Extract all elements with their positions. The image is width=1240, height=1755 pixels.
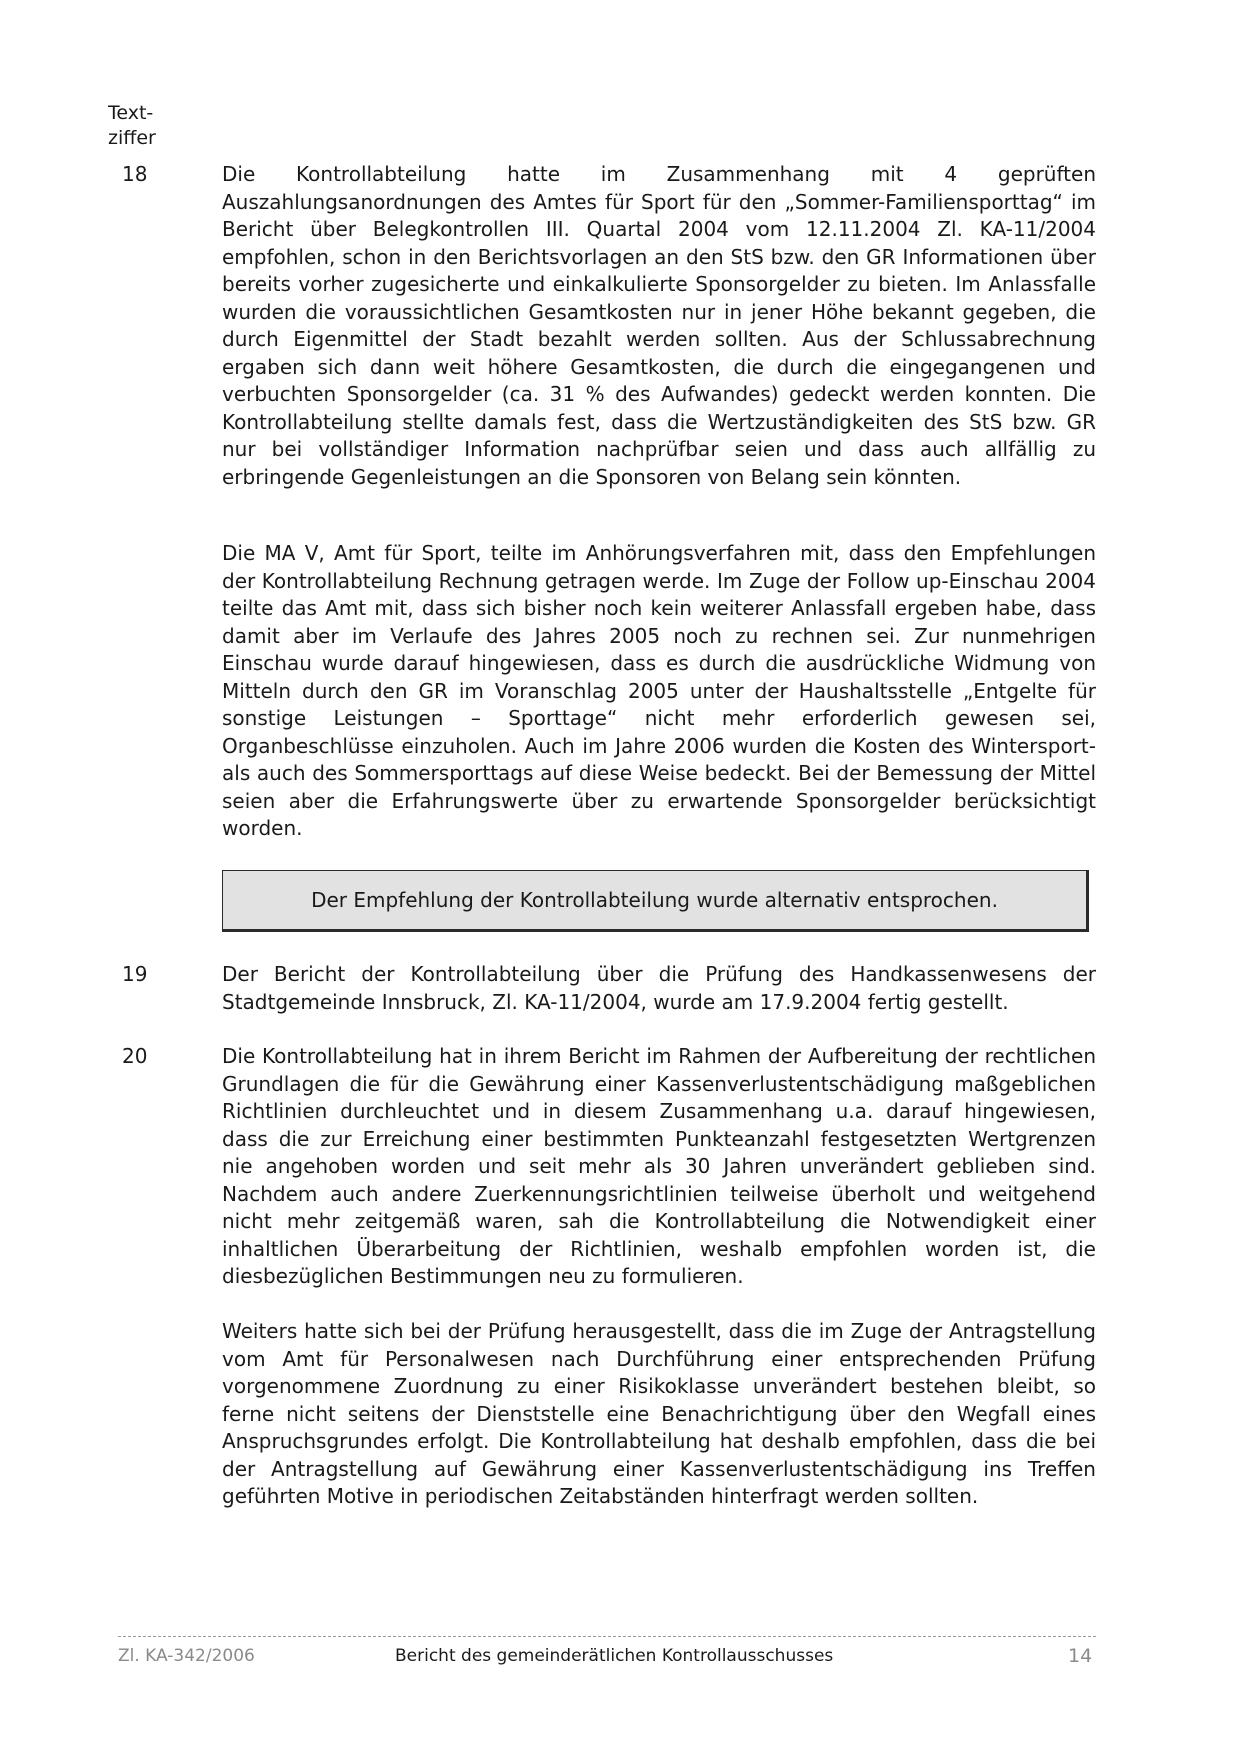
section-number: 19	[122, 962, 148, 986]
section-number: 20	[122, 1044, 148, 1068]
result-box-text: Der Empfehlung der Kontrollabteilung wurde alternativ entsprochen.	[311, 888, 998, 912]
paragraph-text: Die MA V, Amt für Sport, teilte im Anhörungsverfahren mit, dass den Empfehlungen der Kontrollabteilung Rechnung getragen werde. Im Zuge der Follow up-Einschau 2004 teilte das Amt mit, dass sich bisher noch kein weiterer Anlassfall ergeben habe, dass damit aber im Verlaufe des Jahres 2005 noch zu rechnen sei. Zur nunmehrigen Einschau wurde darauf hingewiesen, dass es durch die ausdrückliche Widmung von Mitteln durch den GR im Voranschlag 2005 unter der Haushaltsstelle „Entgelte für sonstige Leistungen – Sporttage“ nicht mehr erforderlich gewesen sei, Organbeschlüsse einzuholen. Auch im Jahre 2006 wurden die Kosten des Wintersport- als auch des Sommersporttags auf diese Weise bedeckt. Bei der Bemessung der Mittel seien aber die Erfahrungswerte über zu erwartende Sponsorgelder berücksichtigt worden.	[222, 541, 1096, 840]
section-paragraph	[222, 1318, 1096, 1511]
paragraph-text: Der Bericht der Kontrollabteilung über die Prüfung des Handkassenwesens der Stadtgemeinde Innsbruck, Zl. KA-11/2004, wurde am 17.9.2004 fertig gestellt.	[222, 962, 1096, 1014]
section-paragraph	[222, 540, 1096, 843]
section-paragraph	[222, 1043, 1096, 1291]
footer-divider	[118, 1636, 1096, 1637]
paragraph-text: Weiters hatte sich bei der Prüfung herausgestellt, dass die im Zuge der Antragstellung vom Amt für Personalwesen nach Durchführung einer entsprechenden Prüfung vorgenommene Zuordnung zu einer Risikoklasse unverändert bestehen bleibt, so ferne nicht seitens der Dienststelle eine Benachrichtigung über den Wegfall eines Anspruchsgrundes erfolgt. Die Kontrollabteilung hat deshalb empfohlen, dass die bei der Antragstellung auf Gewährung einer Kassenverlustentschädigung ins Treffen geführten Motive in periodischen Zeitabständen hinterfragt werden sollten.	[222, 1319, 1096, 1508]
paragraph-text: Die Kontrollabteilung hat in ihrem Bericht im Rahmen der Aufbereitung der rechtlichen Grundlagen die für die Gewährung einer Kassenverlustentschädigung maßgeblichen Richtlinien durchleuchtet und in diesem Zusammenhang u.a. darauf hingewiesen, dass die zur Erreichung einer bestimmten Punkteanzahl festgesetzten Wertgrenzen nie angehoben worden und seit mehr als 30 Jahren unverändert geblieben sind. Nachdem auch andere Zuerkennungsrichtlinien teilweise überholt und weitgehend nicht mehr zeitgemäß waren, sah die Kontrollabteilung die Notwendigkeit einer inhaltlichen Überarbeitung der Richtlinien, weshalb empfohlen worden ist, die diesbezüglichen Bestimmungen neu zu formulieren.	[222, 1044, 1096, 1288]
footer-title: Bericht des gemeinderätlichen Kontrollausschusses	[395, 1646, 834, 1666]
section-number: 18	[122, 162, 148, 186]
section-paragraph	[222, 161, 1096, 491]
paragraph-text: Die Kontrollabteilung hatte im Zusammenhang mit 4 geprüften Auszahlungsanordnungen des Amtes für Sport für den „Sommer-Familiensporttag“ im Bericht über Belegkontrollen III. Quartal 2004 vom 12.11.2004 Zl. KA-11/2004 empfohlen, schon in den Berichtsvorlagen an den StS bzw. den GR Informationen über bereits vorher zugesicherte und einkalkulierte Sponsorgelder zu bieten. Im Anlassfalle wurden die voraussichtlichen Gesamtkosten nur in jener Höhe bekannt gegeben, die durch Eigenmittel der Stadt bezahlt werden sollten. Aus der Schlussabrechnung ergaben sich dann weit höhere Gesamtkosten, die durch die eingegangenen und verbuchten Sponsorgelder (ca. 31 % des Aufwandes) gedeckt werden konnten. Die Kontrollabteilung stellte damals fest, dass die Wertzuständigkeiten des StS bzw. GR nur bei vollständiger Information nachprüfbar seien und dass auch allfällig zu erbringende Gegenleistungen an die Sponsoren von Belang sein könnten.	[222, 162, 1096, 489]
result-box	[222, 870, 1089, 932]
footer-page-number: 14	[1068, 1645, 1093, 1667]
margin-label-textziffer: Text- ziffer	[108, 102, 156, 149]
footer-reference: Zl. KA-342/2006	[118, 1646, 255, 1666]
section-paragraph	[222, 961, 1096, 1016]
